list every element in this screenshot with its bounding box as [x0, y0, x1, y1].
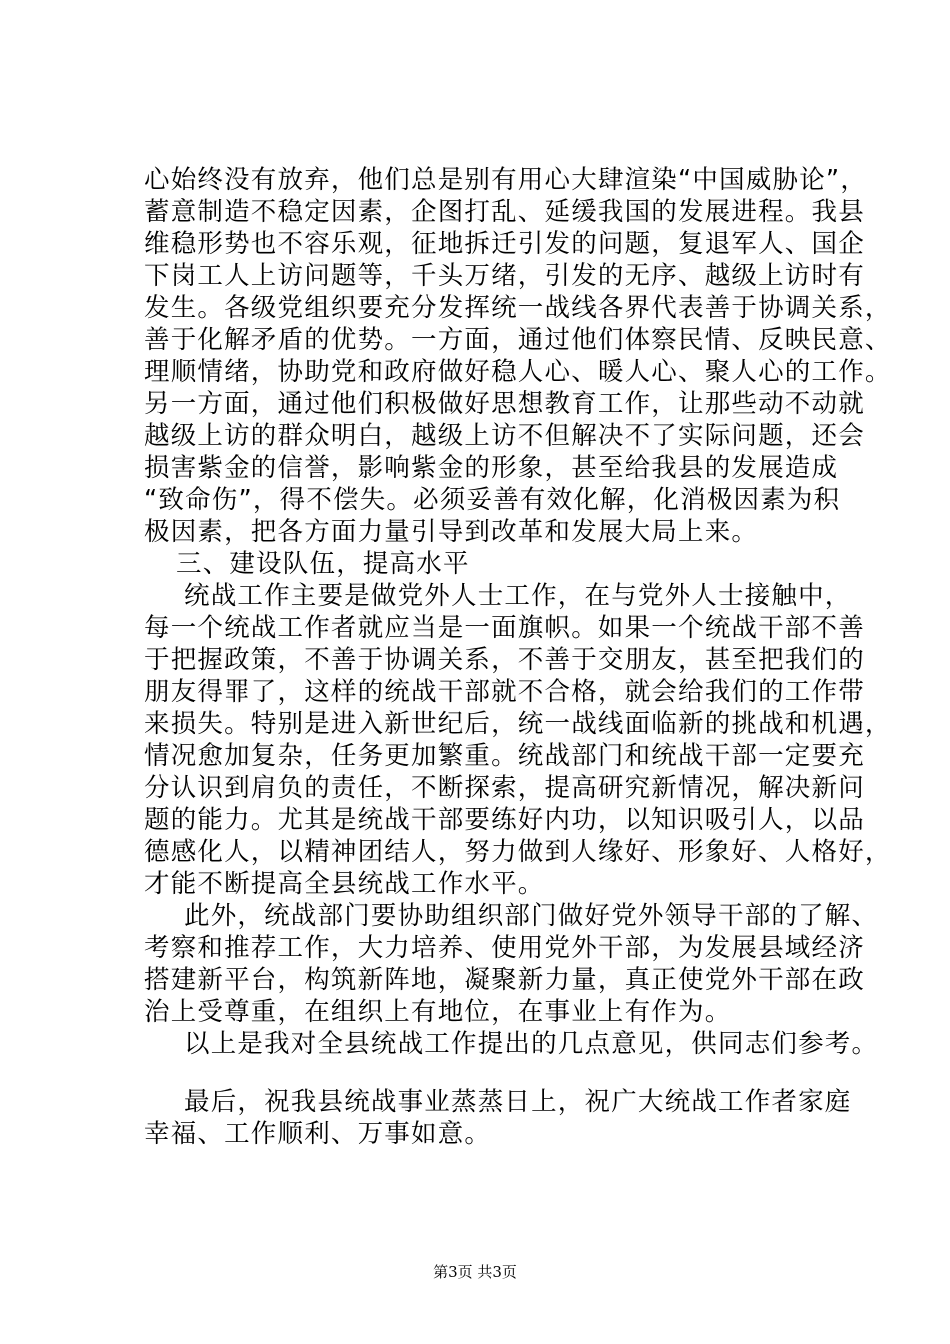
text-line: 朋友得罪了，这样的统战干部就不合格，就会给我们的工作带	[144, 677, 865, 707]
text-line: 越级上访的群众明白，越级上访不但解决不了实际问题，还会	[144, 421, 865, 451]
text-line: 分认识到肩负的责任，不断探索，提高研究新情况，解决新问	[144, 773, 865, 803]
text-line: 善于化解矛盾的优势。一方面，通过他们体察民情、反映民意、	[144, 325, 892, 355]
text-line: 理顺情绪，协助党和政府做好稳人心、暖人心、聚人心的工作。	[144, 357, 892, 387]
text-line: 治上受尊重，在组织上有地位，在事业上有作为。	[144, 997, 732, 1027]
text-line: 心始终没有放弃，他们总是别有用心大肆渲染“中国威胁论”，	[144, 165, 868, 195]
section-heading: 三、建设队伍，提高水平	[176, 549, 470, 579]
document-body	[144, 164, 892, 1150]
text-line: 统战工作主要是做党外人士工作，在与党外人士接触中，	[184, 581, 852, 611]
text-line: 蓄意制造不稳定因素，企图打乱、延缓我国的发展进程。我县	[144, 197, 865, 227]
text-line: 于把握政策，不善于协调关系，不善于交朋友，甚至把我们的	[144, 645, 865, 675]
text-line: 维稳形势也不容乐观，征地拆迁引发的问题，复退军人、国企	[144, 229, 865, 259]
text-line: 德感化人，以精神团结人，努力做到人缘好、形象好、人格好，	[144, 837, 892, 867]
text-line: 才能不断提高全县统战工作水平。	[144, 869, 545, 899]
text-line: 下岗工人上访问题等，千头万绪，引发的无序、越级上访时有	[144, 261, 865, 291]
text-line: 此外，统战部门要协助组织部门做好党外领导干部的了解、	[184, 901, 879, 931]
text-line: 最后，祝我县统战事业蒸蒸日上，祝广大统战工作者家庭	[184, 1087, 852, 1117]
text-line: 以上是我对全县统战工作提出的几点意见，供同志们参考。	[184, 1029, 879, 1059]
text-line: 每一个统战工作者就应当是一面旗帜。如果一个统战干部不善	[144, 613, 865, 643]
text-line: 考察和推荐工作，大力培养、使用党外干部，为发展县域经济	[144, 933, 865, 963]
text-line: 题的能力。尤其是统战干部要练好内功，以知识吸引人，以品	[144, 805, 865, 835]
text-line: 发生。各级党组织要充分发挥统一战线各界代表善于协调关系，	[144, 293, 892, 323]
text-line: 幸福、工作顺利、万事如意。	[144, 1119, 492, 1149]
paragraph-gap	[144, 1060, 844, 1086]
text-line: 另一方面，通过他们积极做好思想教育工作，让那些动不动就	[144, 389, 865, 419]
text-line: 搭建新平台，构筑新阵地，凝聚新力量，真正使党外干部在政	[144, 965, 865, 995]
text-line: “致命伤”，得不偿失。必须妥善有效化解，化消极因素为积	[144, 485, 841, 515]
text-line: 情况愈加复杂，任务更加繁重。统战部门和统战干部一定要充	[144, 741, 865, 771]
page-footer: 第3页 共3页	[433, 1263, 517, 1281]
text-line: 损害紫金的信誉，影响紫金的形象，甚至给我县的发展造成	[144, 453, 839, 483]
text-line: 极因素，把各方面力量引导到改革和发展大局上来。	[144, 517, 759, 547]
text-line: 来损失。特别是进入新世纪后，统一战线面临新的挑战和机遇，	[144, 709, 892, 739]
